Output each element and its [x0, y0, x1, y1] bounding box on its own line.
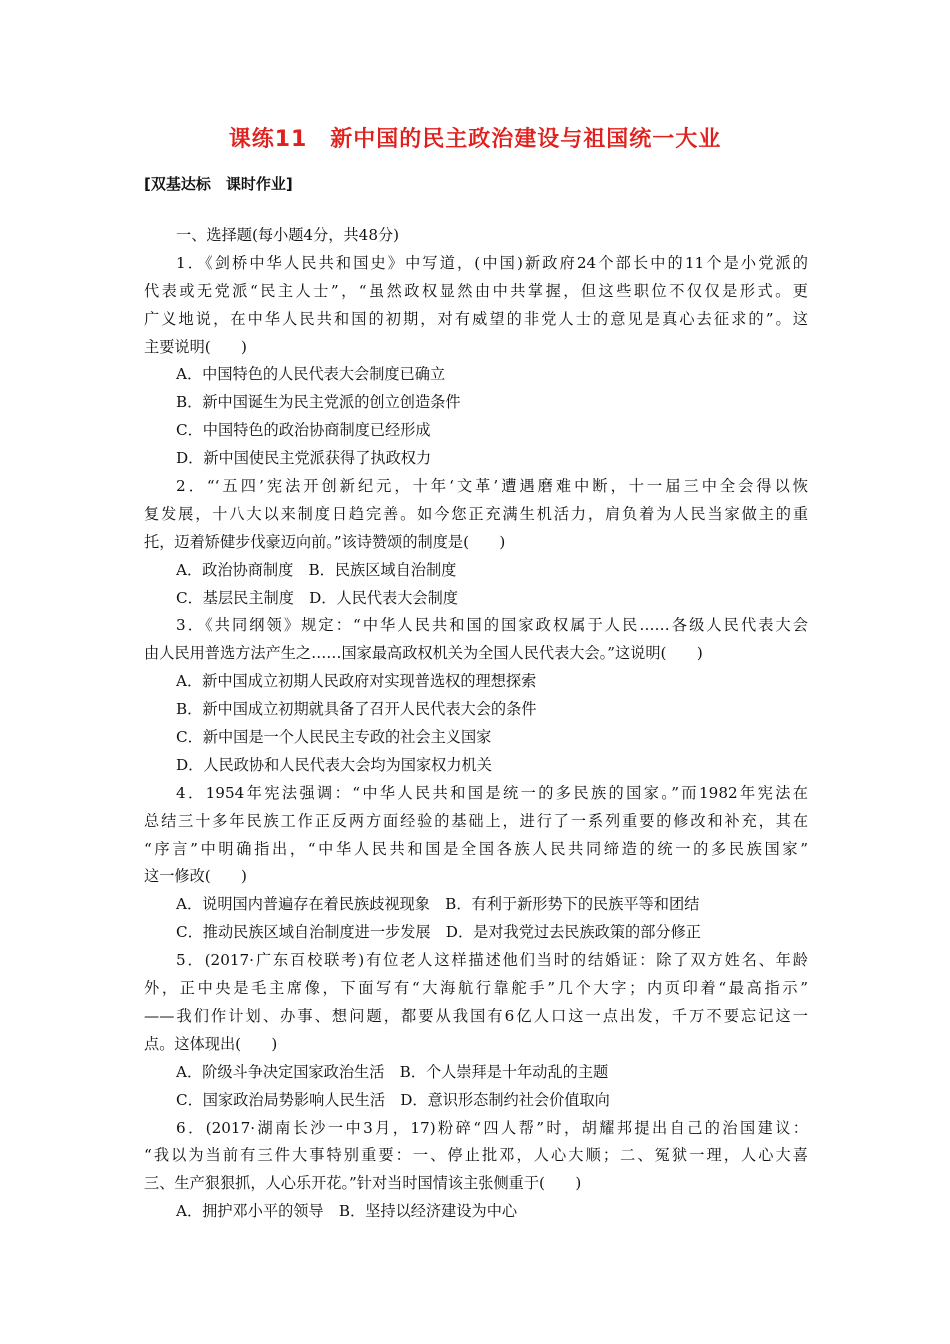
question-4-line: 4．1954年宪法强调：“中华人民共和国是统一的多民族的国家。”而1982年宪法在 — [176, 783, 808, 802]
question-2-line: 复发展，十八大以来制度日趋完善。如今您正充满生机活力，肩负着为人民当家做主的重 — [144, 504, 808, 523]
question-4-options-ab: A．说明国内普遍存在着民族歧视现象 B．有利于新形势下的民族平等和团结 — [176, 895, 700, 914]
question-1-line: 代表或无党派“民主人士”，“虽然政权显然由中共掌握，但这些职位不仅仅是形式。更 — [144, 281, 808, 300]
question-1-option-c: C．中国特色的政治协商制度已经形成 — [176, 421, 431, 440]
question-1-line: 主要说明( ) — [144, 337, 247, 356]
question-5-line: ——我们作计划、办事、想问题，都要从我国有6亿人口这一点出发，千万不要忘记这一 — [144, 1006, 808, 1025]
question-1-option-a: A．中国特色的人民代表大会制度已确立 — [176, 365, 446, 384]
question-1-option-b: B．新中国诞生为民主党派的创立创造条件 — [176, 393, 461, 412]
page-title: 课练11 新中国的民主政治建设与祖国统一大业 — [228, 127, 722, 152]
question-3-option-d: D．人民政协和人民代表大会均为国家权力机关 — [176, 755, 492, 774]
question-5-line: 点。这体现出( ) — [144, 1034, 278, 1053]
section-heading: 一、选择题(每小题4分，共48分) — [176, 226, 400, 244]
question-4-line: “序言”中明确指出，“中华人民共和国是全国各族人民共同缔造的统一的多民族国家” — [144, 839, 808, 858]
question-4-line: 这一修改( ) — [144, 867, 247, 886]
question-4-options-cd: C．推动民族区域自治制度进一步发展 D．是对我党过去民族政策的部分修正 — [176, 923, 701, 942]
question-1-option-d: D．新中国使民主党派获得了执政权力 — [176, 449, 432, 468]
question-6-line: “我以为当前有三件大事特别重要：一、停止批邓，人心大顺；二、冤狱一理，人心大喜 — [144, 1146, 808, 1165]
question-3-option-b: B．新中国成立初期就具备了召开人民代表大会的条件 — [176, 700, 537, 719]
question-body — [144, 222, 808, 1226]
question-3-option-c: C．新中国是一个人民民主专政的社会主义国家 — [176, 728, 492, 747]
question-5-line: 外，正中央是毛主席像，下面写有“大海航行靠舵手”几个大字；内页印着“最高指示” — [144, 979, 808, 998]
question-3-option-a: A．新中国成立初期人民政府对实现普选权的理想探索 — [176, 672, 537, 691]
question-4-line: 总结三十多年民族工作正反两方面经验的基础上，进行了一系列重要的修改和补充，其在 — [144, 811, 808, 830]
question-5-line: 5．(2017·广东百校联考)有位老人这样描述他们当时的结婚证：除了双方姓名、年龄 — [176, 951, 808, 970]
question-1-line: 广义地说，在中华人民共和国的初期，对有威望的非党人士的意见是真心去征求的”。这 — [144, 309, 808, 328]
question-6-line: 6．(2017·湖南长沙一中3月，17)粉碎“四人帮”时，胡耀邦提出自己的治国建议： — [176, 1118, 808, 1137]
question-2-options-ab: A．政治协商制度 B．民族区域自治制度 — [176, 560, 457, 579]
question-6-options-ab: A．拥护邓小平的领导 B．坚持以经济建设为中心 — [176, 1202, 518, 1221]
question-1-line: 1．《剑桥中华人民共和国史》中写道，(中国)新政府24个部长中的11个是小党派的 — [176, 253, 808, 272]
question-3-line: 3．《共同纲领》规定：“中华人民共和国的国家政权属于人民……各级人民代表大会 — [176, 616, 808, 635]
question-6-line: 三、生产狠狠抓，人心乐开花。”针对当时国情该主张侧重于( ) — [144, 1174, 582, 1193]
question-2-line: 托，迈着矫健步伐豪迈向前。”该诗赞颂的制度是( ) — [144, 532, 506, 551]
section-tag: [双基达标 课时作业] — [144, 175, 293, 193]
question-2-line: 2．“‘五四’宪法开创新纪元，十年‘文革’遭遇磨难中断，十一届三中全会得以恢 — [176, 477, 808, 496]
question-2-options-cd: C．基层民主制度 D．人民代表大会制度 — [176, 588, 458, 607]
question-5-options-ab: A．阶级斗争决定国家政治生活 B．个人崇拜是十年动乱的主题 — [176, 1062, 609, 1081]
question-3-line: 由人民用普选方法产生之……国家最高政权机关为全国人民代表大会。”这说明( ) — [144, 644, 703, 663]
question-5-options-cd: C．国家政治局势影响人民生活 D．意识形态制约社会价值取向 — [176, 1090, 610, 1109]
